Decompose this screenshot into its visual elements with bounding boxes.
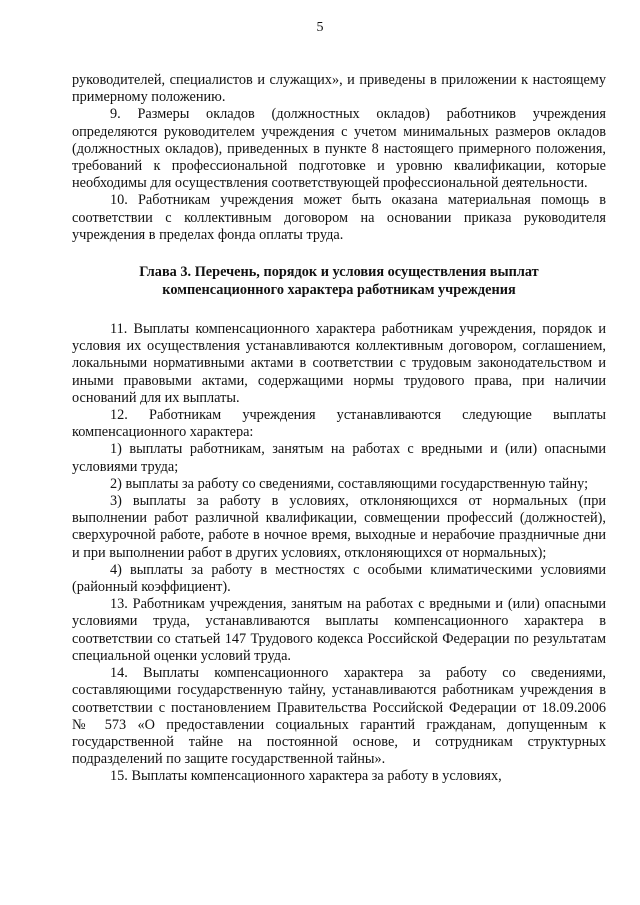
list-item-1: 1) выплаты работникам, занятым на работах с вредными и (или) опасными условиями труда; xyxy=(72,441,606,475)
list-item-2: 2) выплаты за работу со сведениями, составляющими государственную тайну; xyxy=(110,475,589,492)
paragraph-item-9: 9. Размеры окладов (должностных окладов) работников учреждения определяются руководителем учреждения с учетом минимальных размеров окладов (должностных окладов), приведенных в пункте 8 настоящего примерного положения, требований к профессиональной подготовке и уровню квалификации, которые необходимы для осуществления соответствующей профессиональной деятельности. xyxy=(72,106,606,192)
paragraph-item-14: 14. Выплаты компенсационного характера за работу со сведениями, составляющими государственную тайну, устанавливаются работникам учреждения в соответствии с постановлением Правительства Российской Федерации от 18.09.2006 № 573 «О предоставлении социальных гарантий гражданам, допущенным к государственной тайне на постоянной основе, и сотрудникам структурных подразделений по защите государственной тайны». xyxy=(72,665,606,768)
chapter-heading xyxy=(72,264,606,299)
chapter-heading-line-1: Глава 3. Перечень, порядок и условия осуществления выплат xyxy=(139,264,539,281)
page-number: 5 xyxy=(316,20,324,35)
chapter-heading-line-2: компенсационного характера работникам учреждения xyxy=(162,281,516,298)
paragraph-item-10: 10. Работникам учреждения может быть оказана материальная помощь в соответствии с коллективным договором на основании приказа руководителя учреждения в пределах фонда оплаты труда. xyxy=(72,192,606,243)
paragraph-item-12: 12. Работникам учреждения устанавливаются следующие выплаты компенсационного характера: xyxy=(72,407,606,441)
paragraph-continuation: руководителей, специалистов и служащих», и приведены в приложении к настоящему примерному положению. xyxy=(72,72,606,106)
paragraph-item-11: 11. Выплаты компенсационного характера работникам учреждения, порядок и условия их осуществления устанавливаются коллективным договором, соглашением, локальными нормативными актами в соответствии с трудовым законодательством и иными правовыми актами, содержащими нормы трудового права, при наличии оснований для их выплаты. xyxy=(72,321,606,406)
paragraph-item-15: 15. Выплаты компенсационного характера за работу в условиях, xyxy=(110,768,502,785)
page-content xyxy=(72,72,606,786)
list-item-3: 3) выплаты за работу в условиях, отклоняющихся от нормальных (при выполнении работ различной квалификации, совмещении профессий (должностей), сверхурочной работе, работе в ночное время, выходные и нерабочие праздничные дни и при выполнении работ в других условиях, отклоняющихся от нормальных); xyxy=(72,493,606,561)
paragraph-item-13: 13. Работникам учреждения, занятым на работах с вредными и (или) опасными условиями труда, устанавливаются выплаты компенсационного характера в соответствии со статьей 147 Трудового кодекса Российской Федерации по результатам специальной оценки условий труда. xyxy=(72,596,606,664)
list-item-4: 4) выплаты за работу в местностях с особыми климатическими условиями (районный коэффициент). xyxy=(72,561,606,596)
